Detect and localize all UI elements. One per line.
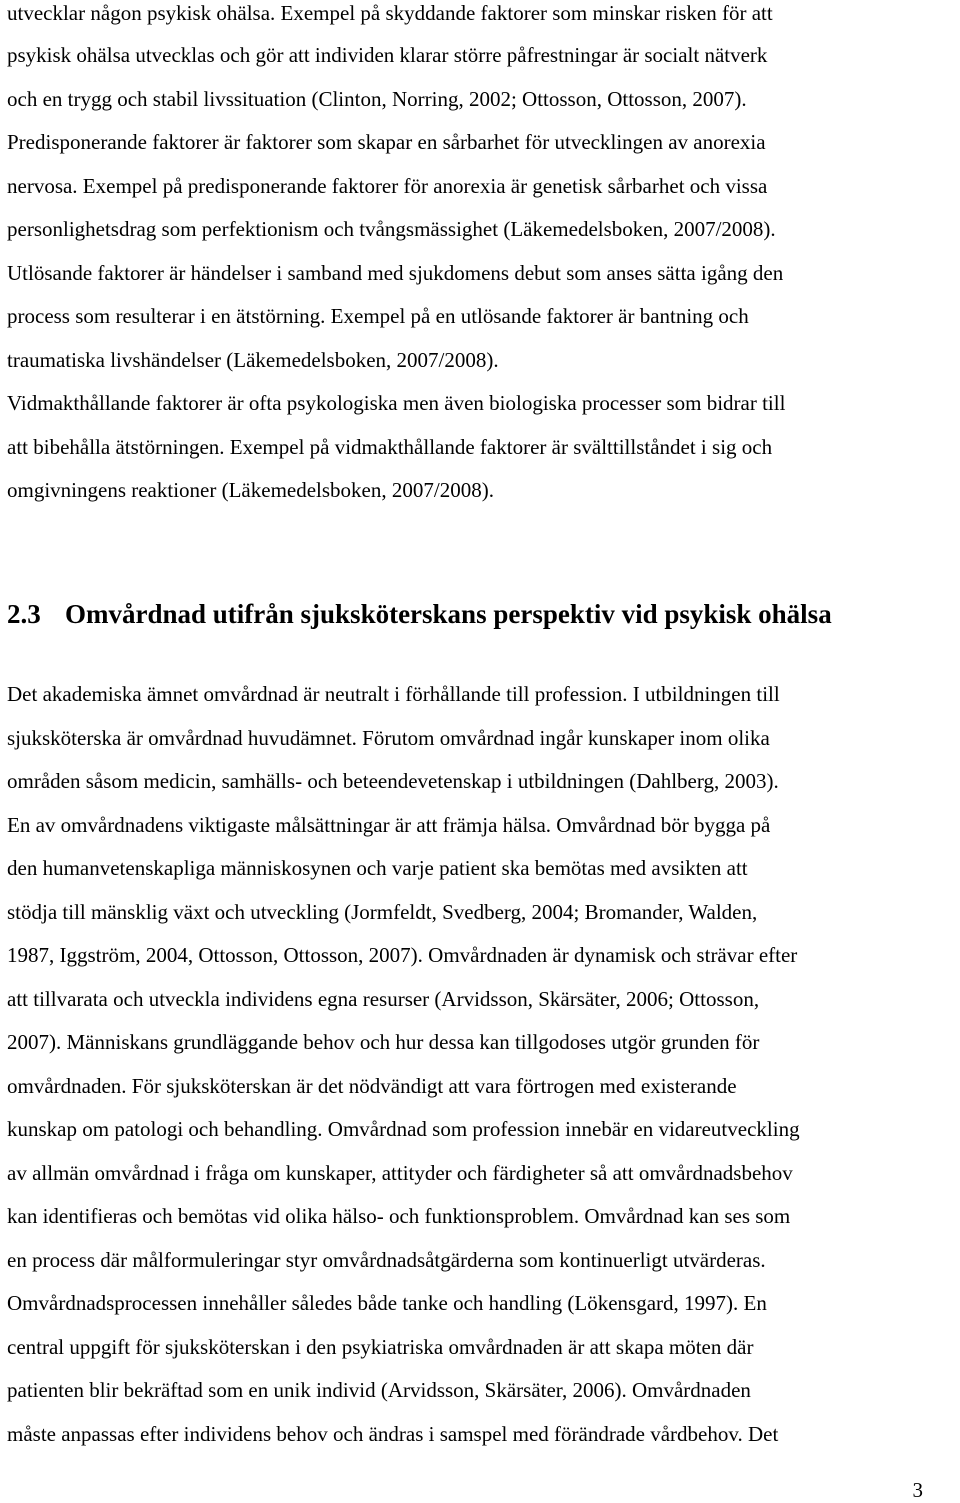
text-line: områden såsom medicin, samhälls- och beteendevetenskap i utbildningen (Dahlberg, 2003). <box>7 769 779 793</box>
section-title: Omvårdnad utifrån sjuksköterskans perspektiv vid psykisk ohälsa <box>65 599 832 629</box>
text-line: personlighetsdrag som perfektionism och tvångsmässighet (Läkemedelsboken, 2007/2008). <box>7 217 776 241</box>
text-line: omvårdnaden. För sjuksköterskan är det nödvändigt att vara förtrogen med existerande <box>7 1074 737 1098</box>
text-line: En av omvårdnadens viktigaste målsättningar är att främja hälsa. Omvårdnad bör bygga på <box>7 813 771 837</box>
text-line: Utlösande faktorer är händelser i samband med sjukdomens debut som anses sätta igång den <box>7 261 784 285</box>
text-line: process som resulterar i en ätstörning. Exempel på en utlösande faktorer är bantning och <box>7 304 749 328</box>
text-line: att bibehålla ätstörningen. Exempel på vidmakthållande faktorer är svälttillståndet i sig och <box>7 435 773 459</box>
text-line: och en trygg och stabil livssituation (Clinton, Norring, 2002; Ottosson, Ottosson, 2007). <box>7 87 747 111</box>
text-line: Vidmakthållande faktorer är ofta psykologiska men även biologiska processer som bidrar till <box>7 391 786 415</box>
text-line: stödja till mänsklig växt och utveckling (Jormfeldt, Svedberg, 2004; Bromander, Walden, <box>7 900 758 924</box>
text-line: kunskap om patologi och behandling. Omvårdnad som profession innebär en vidareutveckling <box>7 1117 800 1141</box>
text-line: Predisponerande faktorer är faktorer som skapar en sårbarhet för utvecklingen av anorexia <box>7 130 766 154</box>
text-line: av allmän omvårdnad i fråga om kunskaper, attityder och färdigheter så att omvårdnadsbehov <box>7 1161 793 1185</box>
text-line: den humanvetenskapliga människosynen och varje patient ska bemötas med avsikten att <box>7 856 748 880</box>
text-line: sjuksköterska är omvårdnad huvudämnet. Förutom omvårdnad ingår kunskaper inom olika <box>7 726 770 750</box>
text-line: 1987, Iggström, 2004, Ottosson, Ottosson, 2007). Omvårdnaden är dynamisk och strävar efter <box>7 943 798 967</box>
text-line: nervosa. Exempel på predisponerande faktorer för anorexia är genetisk sårbarhet och vissa <box>7 174 768 198</box>
text-line: Omvårdnadsprocessen innehåller således både tanke och handling (Lökensgard, 1997). En <box>7 1291 767 1315</box>
section-number: 2.3 <box>7 599 41 629</box>
section-heading <box>7 597 832 631</box>
text-line: Det akademiska ämnet omvårdnad är neutralt i förhållande till profession. I utbildningen till <box>7 682 780 706</box>
text-line: central uppgift för sjuksköterskan i den psykiatriska omvårdnaden är att skapa möten där <box>7 1335 754 1359</box>
text-line: omgivningens reaktioner (Läkemedelsboken, 2007/2008). <box>7 478 494 502</box>
text-line: psykisk ohälsa utvecklas och gör att individen klarar större påfrestningar är socialt nätverk <box>7 43 768 67</box>
text-line: patienten blir bekräftad som en unik individ (Arvidsson, Skärsäter, 2006). Omvårdnaden <box>7 1378 751 1402</box>
text-line: utvecklar någon psykisk ohälsa. Exempel på skyddande faktorer som minskar risken för att <box>7 1 773 25</box>
text-line: måste anpassas efter individens behov och ändras i samspel med förändrade vårdbehov. Det <box>7 1422 779 1446</box>
text-line: en process där målformuleringar styr omvårdnadsåtgärderna som kontinuerligt utvärderas. <box>7 1248 766 1272</box>
page-number: 3 <box>912 1478 923 1502</box>
text-line: traumatiska livshändelser (Läkemedelsboken, 2007/2008). <box>7 348 499 372</box>
text-line: kan identifieras och bemötas vid olika hälso- och funktionsproblem. Omvårdnad kan ses som <box>7 1204 791 1228</box>
text-line: 2007). Människans grundläggande behov och hur dessa kan tillgodoses utgör grunden för <box>7 1030 760 1054</box>
text-line: att tillvarata och utveckla individens egna resurser (Arvidsson, Skärsäter, 2006; Ottosson, <box>7 987 760 1011</box>
